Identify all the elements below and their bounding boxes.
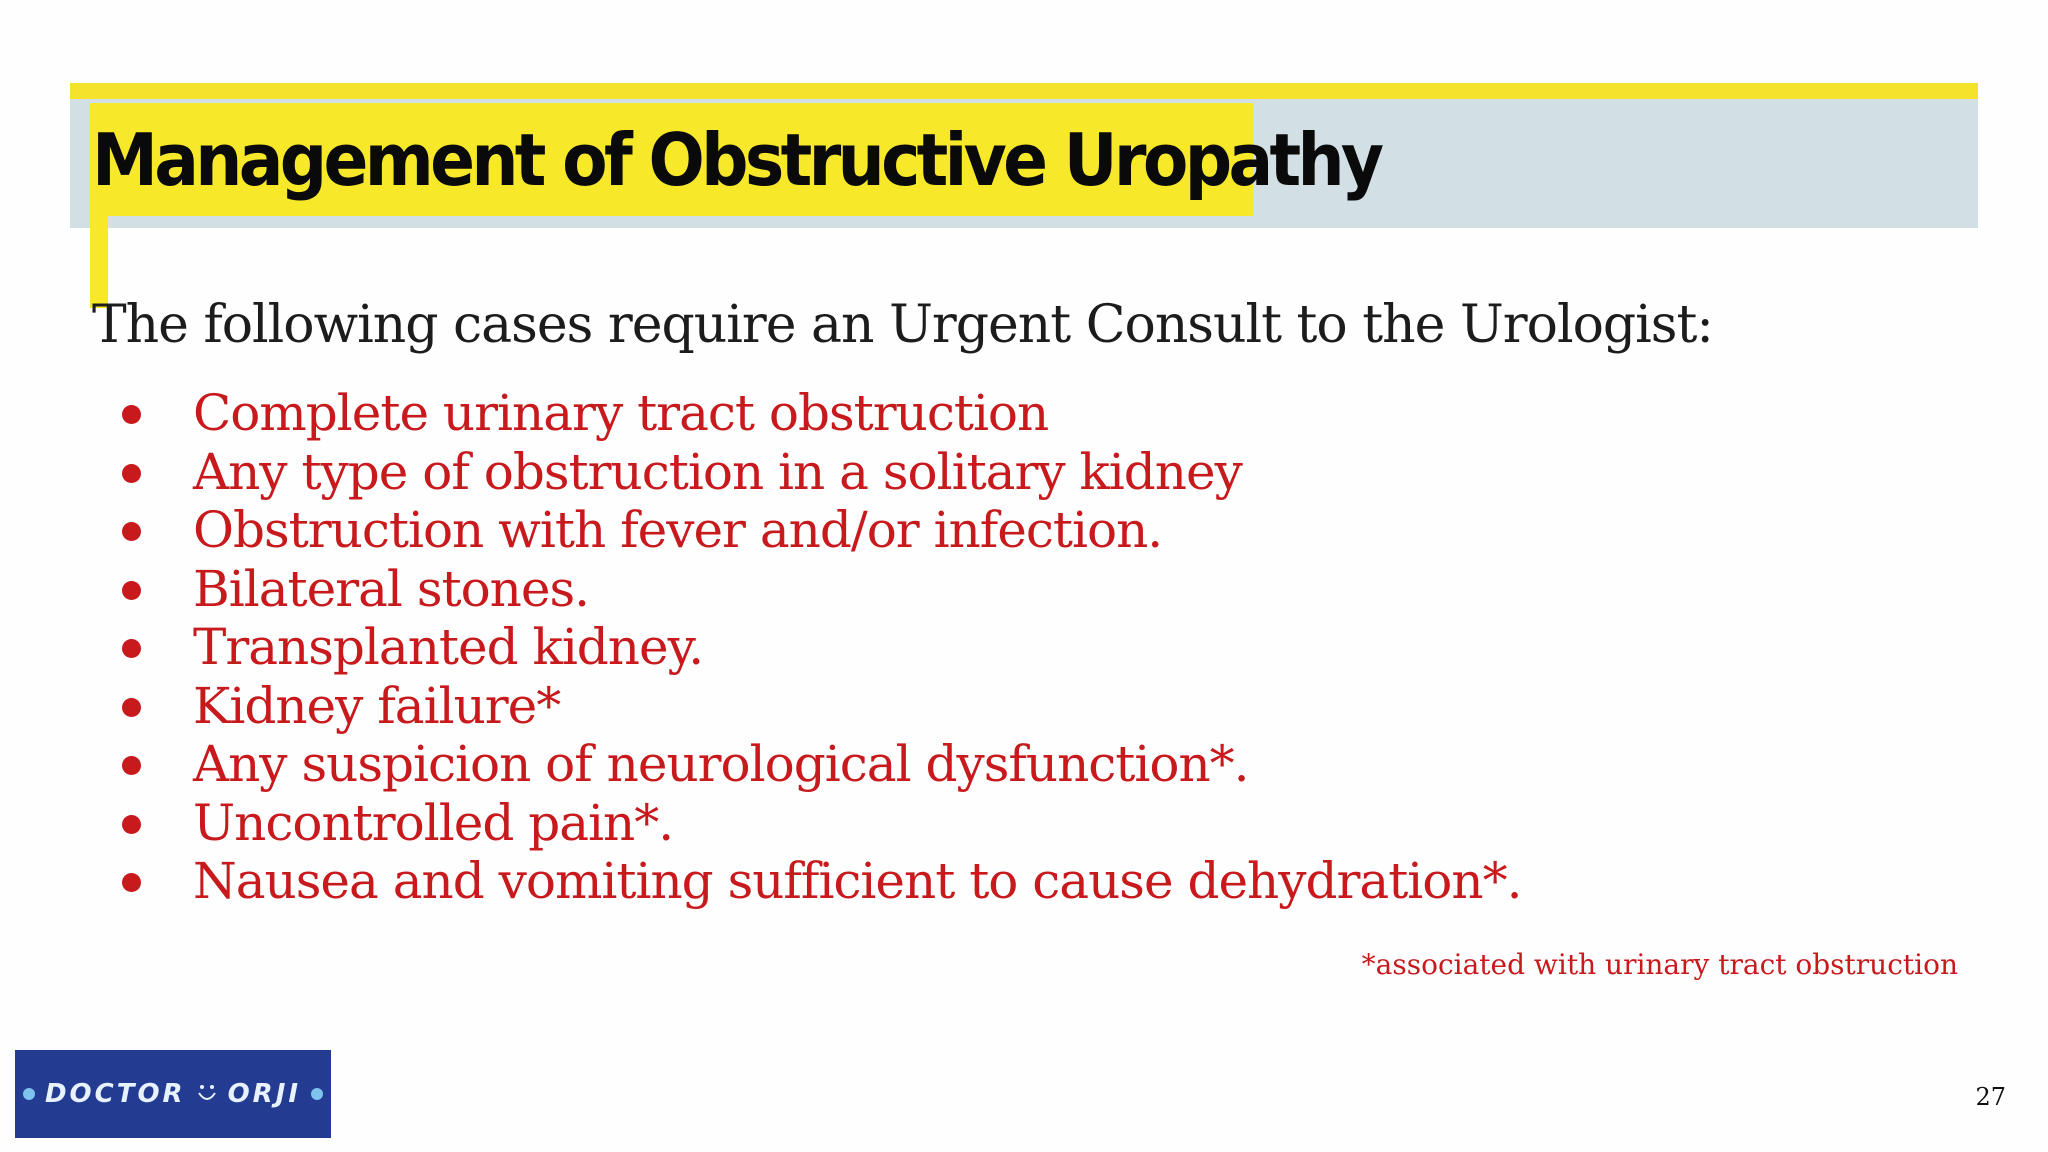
bullet-icon xyxy=(122,756,141,775)
list-item-text: Uncontrolled pain*. xyxy=(193,793,674,852)
logo-text-right: ORJI xyxy=(227,1079,302,1109)
list-item-text: Obstruction with fever and/or infection. xyxy=(193,501,1163,559)
bullet-icon xyxy=(122,873,141,892)
list-item-text: Bilateral stones. xyxy=(193,559,590,618)
list-item-text: Any type of obstruction in a solitary kidney xyxy=(193,442,1242,501)
bullet-icon xyxy=(122,464,141,483)
bullet-icon xyxy=(122,815,141,834)
list-item-text: Transplanted kidney. xyxy=(193,618,704,676)
list-item-text: Nausea and vomiting sufficient to cause dehydration*. xyxy=(193,852,1522,910)
bullet-icon xyxy=(122,639,141,658)
list-item-text: Kidney failure* xyxy=(193,676,561,735)
logo-text-left: DOCTOR xyxy=(44,1079,186,1109)
list-item-text: Any suspicion of neurological dysfunction*. xyxy=(193,735,1249,793)
header-accent-line xyxy=(70,83,1978,99)
smile-icon xyxy=(196,1083,218,1105)
bullet-icon xyxy=(122,522,141,541)
logo-dot-icon xyxy=(311,1088,323,1100)
doctor-orji-logo xyxy=(15,1050,331,1138)
intro-text: The following cases require an Urgent Consult to the Urologist: xyxy=(92,295,1713,355)
list-item-text: Complete urinary tract obstruction xyxy=(193,384,1049,442)
page-number: 27 xyxy=(1975,1083,2006,1111)
bullet-icon xyxy=(122,581,141,600)
footnote: *associated with urinary tract obstruction xyxy=(1361,948,1958,981)
logo-dot-icon xyxy=(23,1088,35,1100)
slide-title: Management of Obstructive Uropathy xyxy=(92,118,1381,202)
bullet-icon xyxy=(122,698,141,717)
bullet-icon xyxy=(122,405,141,424)
